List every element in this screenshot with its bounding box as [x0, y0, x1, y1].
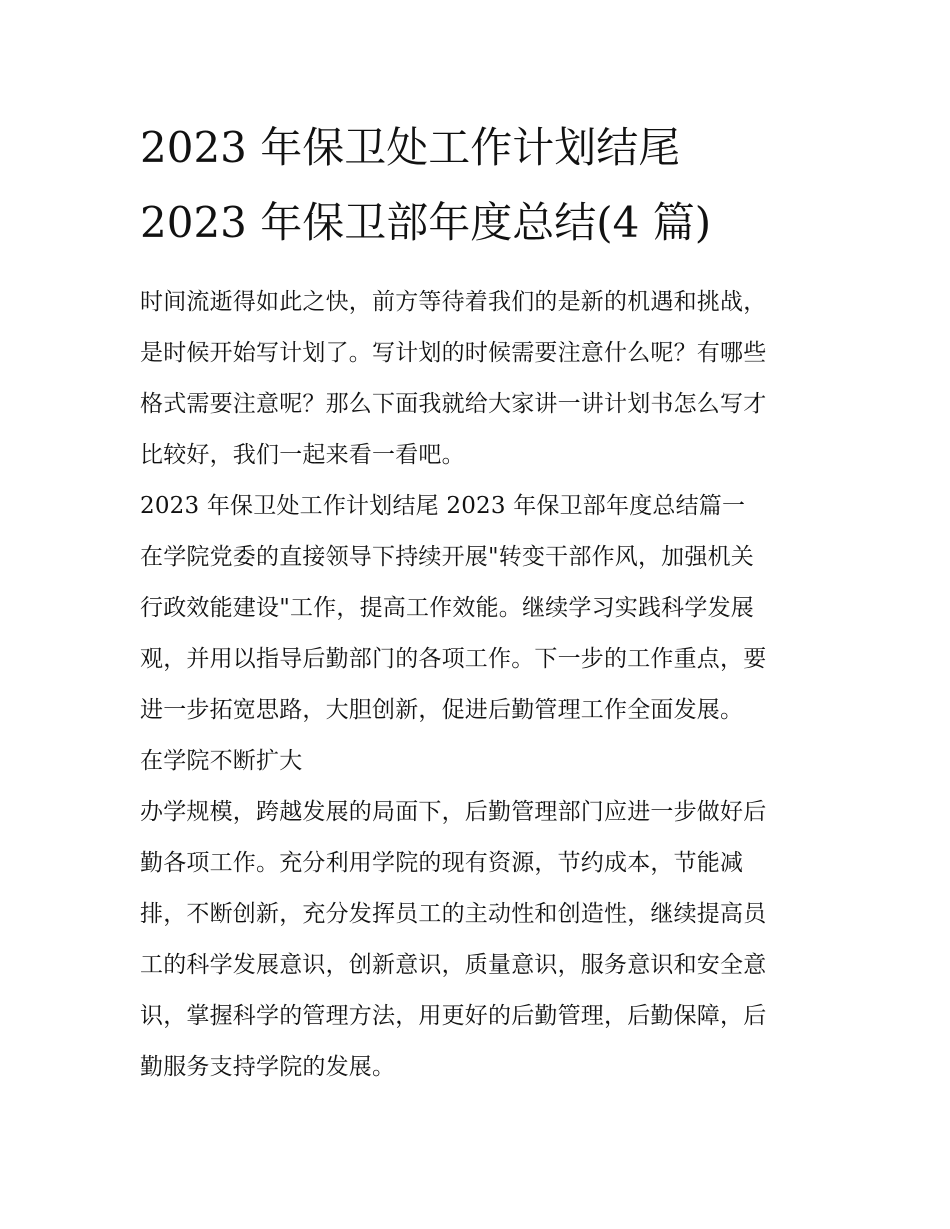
paragraph-line: 进一步拓宽思路，大胆创新，促进后勤管理工作全面发展。 — [140, 697, 744, 723]
document-title-line-1: 2023 年保卫处工作计划结尾 — [140, 123, 681, 172]
intro-line-4: 比较好，我们一起来看一看吧。 — [140, 442, 465, 468]
document-title-line-2: 2023 年保卫部年度总结(4 篇) — [140, 198, 712, 247]
paragraph-line: 勤服务支持学院的发展。 — [140, 1054, 396, 1080]
paragraph-line: 识，掌握科学的管理方法，用更好的后勤管理，后勤保障，后 — [140, 1003, 767, 1029]
paragraph-line: 观，并用以指导后勤部门的各项工作。下一步的工作重点，要 — [140, 646, 767, 672]
intro-line-1: 时间流逝得如此之快，前方等待着我们的是新的机遇和挑战， — [140, 289, 767, 315]
section-heading: 2023 年保卫处工作计划结尾 2023 年保卫部年度总结篇一 — [140, 493, 746, 519]
paragraph-line: 在学院不断扩大 — [140, 748, 303, 774]
paragraph-line: 工的科学发展意识，创新意识，质量意识，服务意识和安全意 — [140, 952, 767, 978]
paragraph-line: 行政效能建设"工作，提高工作效能。继续学习实践科学发展 — [140, 595, 754, 621]
intro-line-3: 格式需要注意呢？那么下面我就给大家讲一讲计划书怎么写才 — [140, 391, 767, 417]
paragraph-line: 勤各项工作。充分利用学院的现有资源，节约成本，节能减 — [140, 850, 744, 876]
paragraph-line: 在学院党委的直接领导下持续开展"转变干部作风，加强机关 — [140, 544, 754, 570]
paragraph-line: 办学规模，跨越发展的局面下，后勤管理部门应进一步做好后 — [140, 799, 767, 825]
intro-line-2: 是时候开始写计划了。写计划的时候需要注意什么呢？有哪些 — [140, 340, 767, 366]
paragraph-line: 排，不断创新，充分发挥员工的主动性和创造性，继续提高员 — [140, 901, 767, 927]
